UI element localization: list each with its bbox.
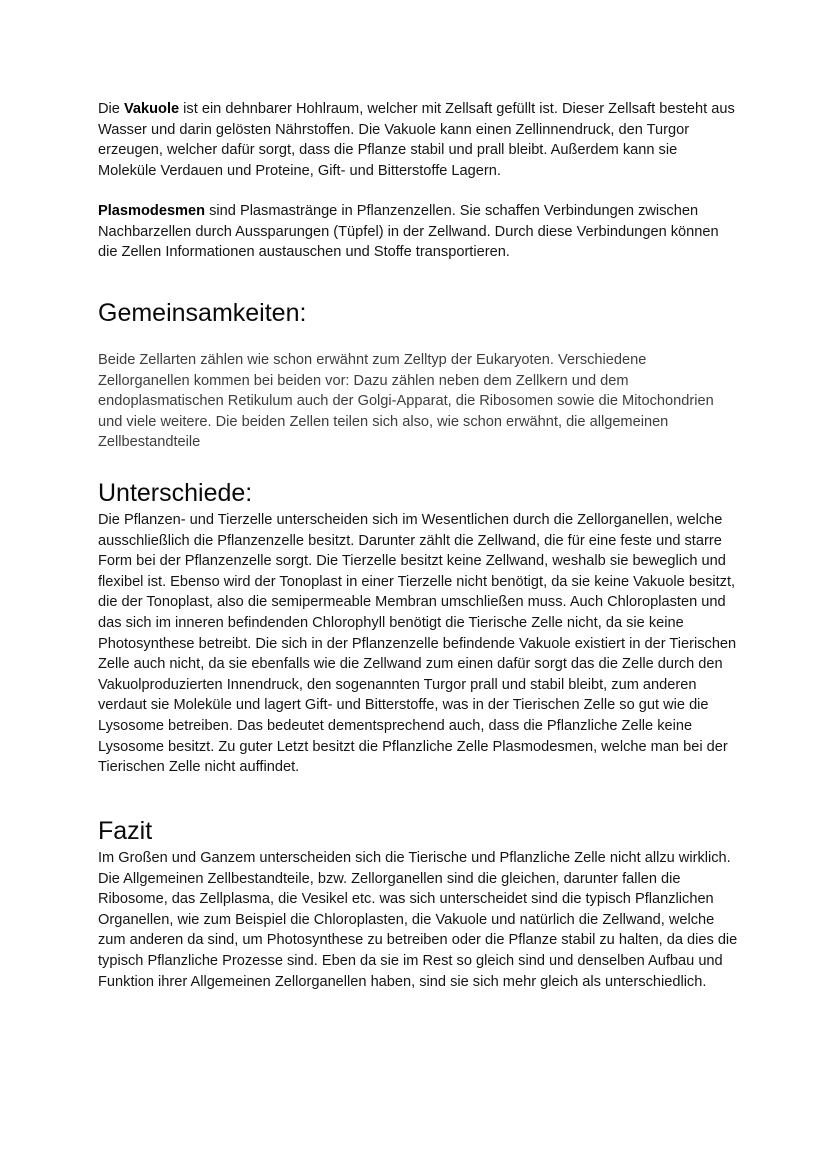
vakuole-intro: Die [98, 101, 124, 117]
gemeinsamkeiten-heading: Gemeinsamkeiten: [98, 299, 307, 327]
unterschiede-heading: Unterschiede: [98, 479, 253, 507]
vakuole-term: Vakuole [123, 101, 180, 117]
fazit-paragraph: Im Großen und Ganzem unterscheiden sich die Tierische und Pflanzliche Zelle nicht allzu wirklich. Die Allgemeinen Zellbestandteile, bzw. Zellorganellen sind die gleichen, darunter fallen die Ribosome, das Zellplasma, die Vesikel etc. was sich unterscheidet sind die typisch Pflanzlichen Organellen, wie zum Beispiel die Chloroplasten, die Vakuole und natürlich die Zellwand, welche zum anderen da sind, um Photosynthese zu betreiben oder die Pflanze stabil zu halten, da dies die typisch Pflanzliche Prozesse sind. Eben da sie im Rest so gleich sind und denselben Aufbau und Funktion ihrer Allgemeinen Zellorganellen haben, sind sie sich mehr gleich als unterschiedlich. [98, 850, 738, 990]
plasmodesmen-term: Plasmodesmen [98, 203, 206, 219]
unterschiede-paragraph: Die Pflanzen- und Tierzelle unterscheiden sich im Wesentlichen durch die Zellorganellen, welche ausschließlich die Pflanzenzelle besitzt. Darunter zählt die Zellwand, die für eine feste und starre Form bei der Pflanzenzelle sorgt. Die Tierzelle besitzt keine Zellwand, weshalb sie beweglich und flexibel ist. Ebenso wird der Tonoplast in einer Tierzelle nicht benötigt, da sie keine Vakuole besitzt, die der Tonoplast, also die semipermeable Membran umschließen muss. Auch Chloroplasten und das sich im inneren befindenden Chlorophyll benötigt die Tierische Zelle nicht, da sie keine Photosynthese betreibt. Die sich in der Pflanzenzelle befindende Vakuole existiert in der Tierischen Zelle auch nicht, da sie ebenfalls wie die Zellwand zum einen dafür sorgt das die Zelle durch den Vakuolproduzierten Innendruck, den sogenannten Turgor prall und stabil bleibt, zum anderen verdaut sie Moleküle und lagert Gift- und Bitterstoffe, was in der Tierischen Zelle so gut wie die Lysosome betreiben. Das bedeutet dementsprechend auch, dass die Pflanzliche Zelle keine Lysosome besitzt. Zu guter Letzt besitzt die Pflanzliche Zelle Plasmodesmen, welche man bei der Tierischen Zelle nicht auffindet. [98, 512, 737, 776]
vakuole-paragraph [98, 99, 738, 181]
plasmodesmen-paragraph [98, 201, 738, 263]
gemeinsamkeiten-paragraph: Beide Zellarten zählen wie schon erwähnt zum Zelltyp der Eukaryoten. Verschiedene Zellorganellen kommen bei beiden vor: Dazu zählen neben dem Zellkern und dem endoplasmatischen Retikulum auch der Golgi-Apparat, die Ribosomen sowie die Mitochondrien und viele weitere. Die beiden Zellen teilen sich also, wie schon erwähnt, die allgemeinen Zellbestandteile [98, 352, 714, 451]
plasmodesmen-text: sind Plasmastränge in Pflanzenzellen. Sie schaffen Verbindungen zwischen Nachbarzellen durch Aussparungen (Tüpfel) in der Zellwand. Durch diese Verbindungen können die Zellen Informationen austauschen und Stoffe transportieren. [98, 203, 719, 261]
fazit-heading: Fazit [98, 817, 153, 845]
vakuole-text: ist ein dehnbarer Hohlraum, welcher mit Zellsaft gefüllt ist. Dieser Zellsaft besteht aus Wasser und darin gelösten Nährstoffen. Die Vakuole kann einen Zellinnendruck, den Turgor erzeugen, welcher dafür sorgt, dass die Pflanze stabil und prall bleibt. Außerdem kann sie Moleküle Verdauen und Proteine, Gift- und Bitterstoffe Lagern. [98, 101, 735, 179]
